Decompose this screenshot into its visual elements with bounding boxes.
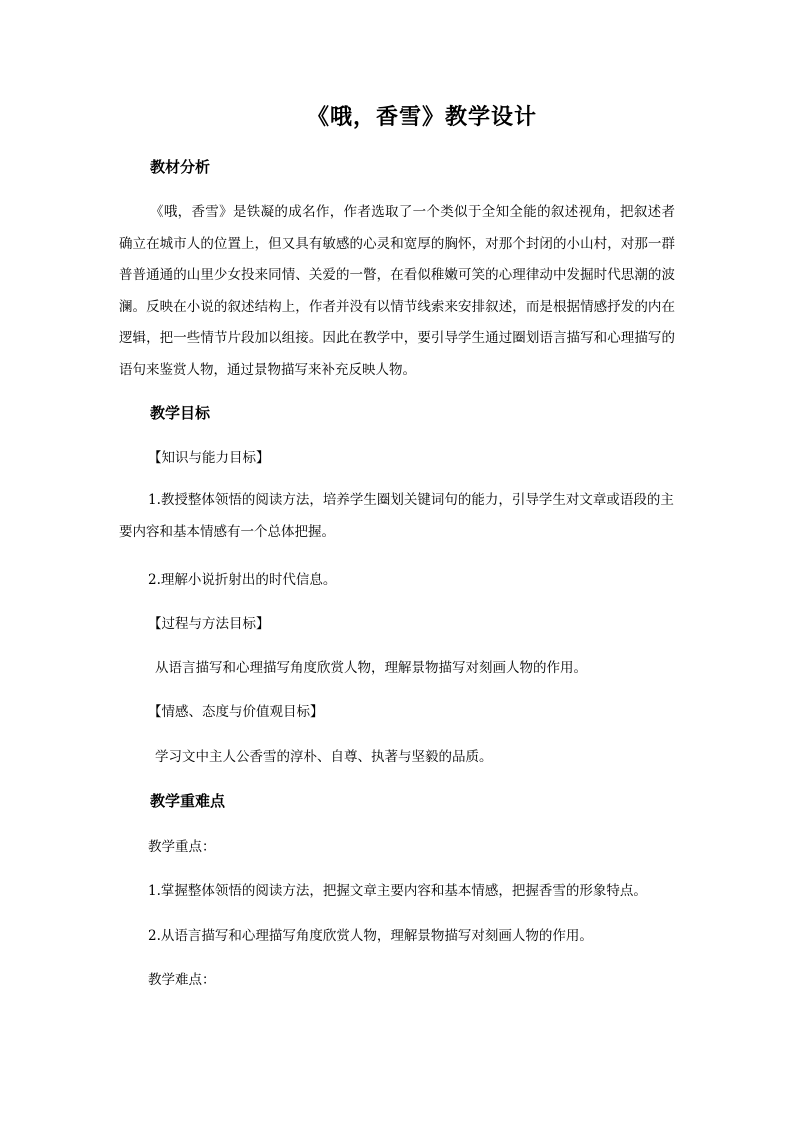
section-heading-keypoints: 教学重难点: [150, 792, 226, 810]
knowledge-goal-item-2: 2.理解小说折射出的时代信息。: [148, 572, 337, 588]
difficult-points-label: 教学难点：: [148, 972, 216, 988]
knowledge-goal-label: 【知识与能力目标】: [148, 450, 270, 466]
process-goal-text: 从语言描写和心理描写角度欣赏人物，理解景物描写对刻画人物的作用。: [155, 660, 587, 676]
key-point-item-1: 1.掌握整体领悟的阅读方法，把握文章主要内容和基本情感，把握香雪的形象特点。: [148, 883, 647, 899]
document-title: 《哦，香雪》教学设计: [306, 104, 537, 130]
key-point-item-2: 2.从语言描写和心理描写角度欣赏人物，理解景物描写对刻画人物的作用。: [148, 928, 593, 944]
process-goal-label: 【过程与方法目标】: [148, 616, 270, 632]
knowledge-goal-item-1: 1.教授整体领悟的阅读方法，培养学生圈划关键词句的能力，引导学生对文章或语段的主要内容和基本情感有一个总体把握。: [119, 492, 674, 540]
section-heading-goals: 教学目标: [150, 404, 211, 422]
analysis-paragraph: 《哦，香雪》是铁凝的成名作，作者选取了一个类似于全知全能的叙述视角，把叙述者确立在城市人的位置上，但又具有敏感的心灵和宽厚的胸怀，对那个封闭的小山村，对那一群普普通通的山里少女投来同情、关爱的一瞥，在看似稚嫩可笑的心理律动中发掘时代思潮的波澜。反映在小说的叙述结构上，作者并没有以情节线索来安排叙述，而是根据情感抒发的内在逻辑，把一些情节片段加以组接。因此在教学中，要引导学生通过圈划语言描写和心理描写的语句来鉴赏人物，通过景物描写来补充反映人物。: [119, 204, 675, 378]
section-heading-analysis: 教材分析: [150, 158, 211, 176]
emotion-goal-label: 【情感、态度与价值观目标】: [148, 704, 324, 720]
emotion-goal-text: 学习文中主人公香雪的淳朴、自尊、执著与坚毅的品质。: [155, 749, 493, 765]
key-points-label: 教学重点：: [148, 839, 216, 855]
